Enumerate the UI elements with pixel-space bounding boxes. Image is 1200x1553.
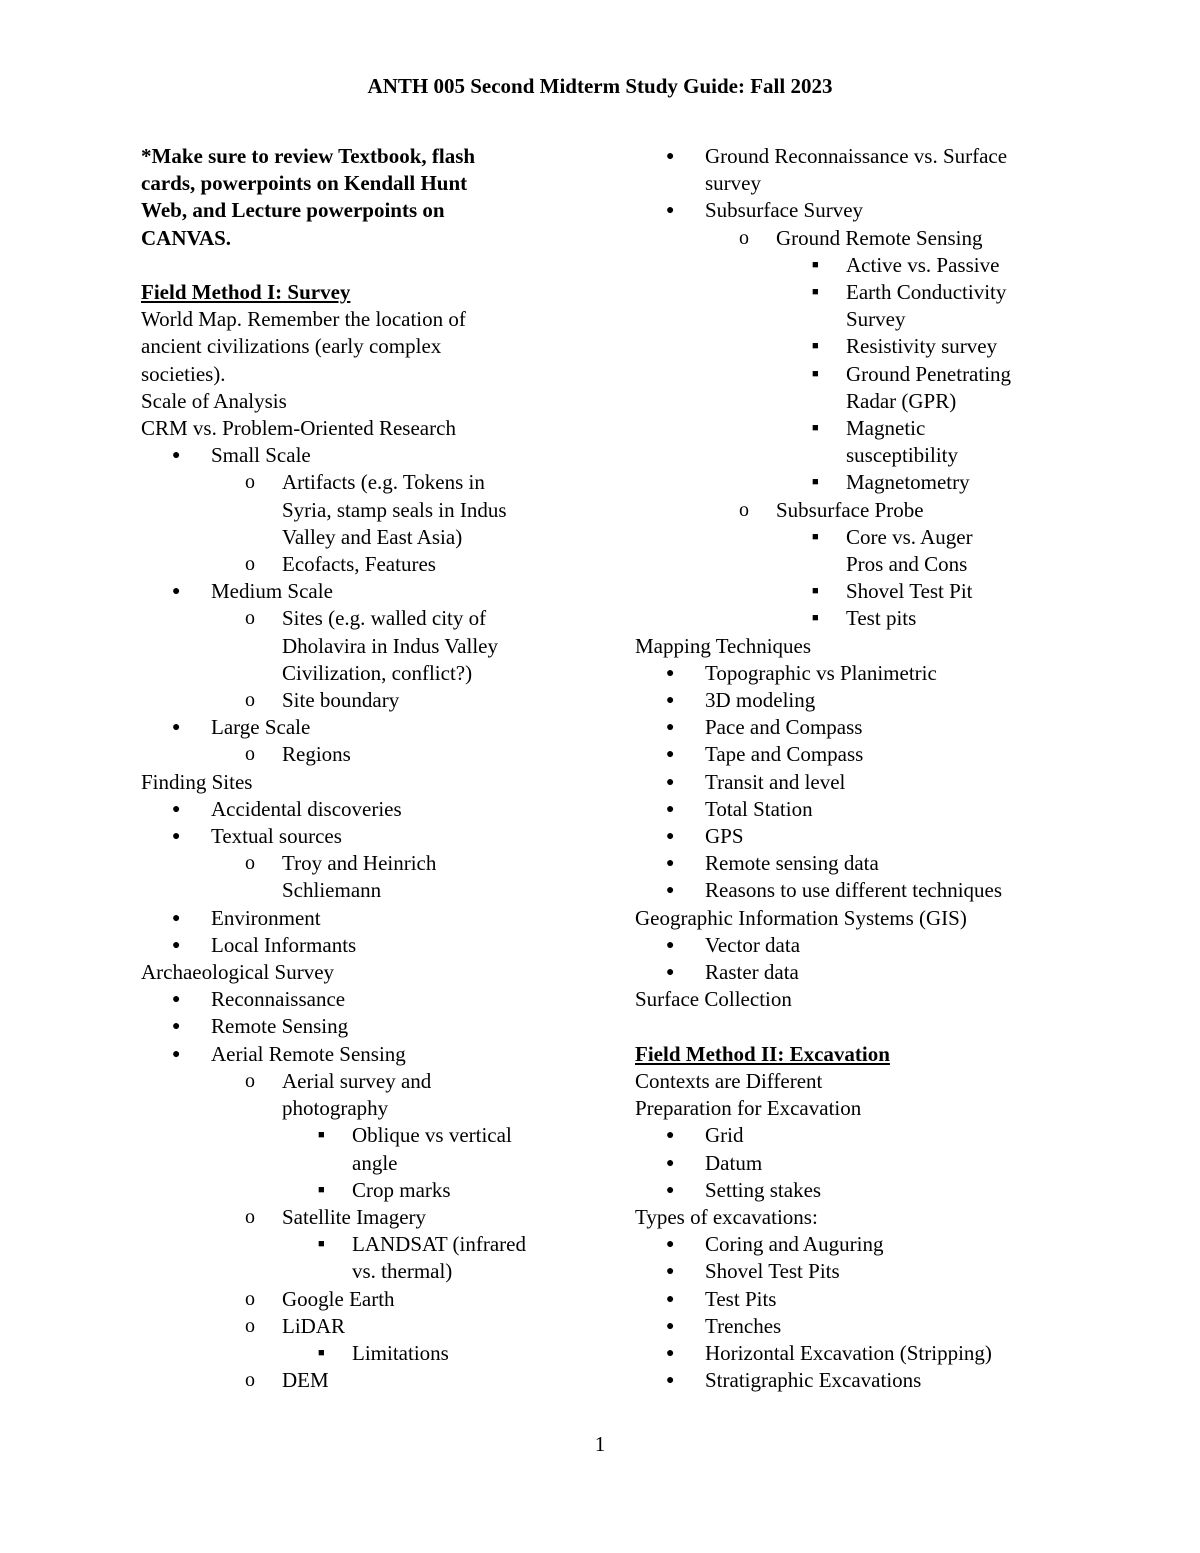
- bullet-dot-icon: ●: [666, 937, 675, 953]
- bullet-dot-icon: ●: [666, 149, 675, 164]
- text-line: societies).: [141, 361, 226, 386]
- list-item: ● 3D modeling: [635, 687, 1105, 714]
- bullet-dot-icon: ●: [172, 992, 181, 1008]
- bullet-dot-icon: ●: [172, 448, 181, 464]
- bullet-circle-icon: o: [739, 226, 749, 249]
- list-item: ● Aerial Remote Sensing: [141, 1041, 581, 1068]
- list-item: ■ Active vs. Passive: [635, 252, 1105, 279]
- bullet-dot-icon: ●: [666, 883, 675, 899]
- list-item: ● Tape and Compass: [635, 741, 1105, 768]
- bullet-square-icon: ■: [812, 612, 819, 625]
- list-item-continuation: Valley and East Asia): [282, 524, 463, 549]
- list-item: ■ Test pits: [635, 605, 1105, 632]
- bullet-square-icon: ■: [318, 1183, 325, 1196]
- bullet-dot-icon: ●: [666, 801, 675, 817]
- list-item: ● Horizontal Excavation (Stripping): [635, 1340, 1105, 1367]
- topic-heading: Scale of Analysis: [141, 388, 287, 413]
- bullet-dot-icon: ●: [666, 829, 675, 845]
- topic-heading: Archaeological Survey: [141, 960, 335, 985]
- list-item-continuation: angle: [352, 1150, 398, 1175]
- list-item: ● Remote Sensing: [141, 1013, 581, 1040]
- list-item: o Google Earth: [141, 1286, 581, 1313]
- list-item: ● Small Scale: [141, 442, 581, 469]
- list-item: o Subsurface Probe: [635, 497, 1105, 524]
- bullet-square-icon: ■: [812, 286, 819, 299]
- list-item: ■ Core vs. Auger: [635, 524, 1105, 551]
- list-item: ● Datum: [635, 1150, 1105, 1177]
- bullet-circle-icon: o: [245, 1369, 255, 1392]
- list-item: o Troy and Heinrich: [141, 850, 581, 877]
- bullet-circle-icon: o: [245, 1069, 255, 1092]
- bullet-circle-icon: o: [245, 852, 255, 875]
- list-item: ■ Crop marks: [141, 1177, 581, 1204]
- bullet-dot-icon: ●: [666, 203, 675, 219]
- topic-heading: Mapping Techniques: [635, 633, 812, 658]
- bullet-dot-icon: ●: [666, 1291, 675, 1307]
- bullet-circle-icon: o: [245, 1287, 255, 1310]
- list-item: o Sites (e.g. walled city of: [141, 605, 581, 632]
- list-item: ● Medium Scale: [141, 578, 581, 605]
- list-item-continuation: susceptibility: [846, 443, 958, 468]
- bullet-dot-icon: ●: [666, 747, 675, 763]
- section-heading-survey: Field Method I: Survey: [141, 280, 351, 304]
- list-item-continuation: Radar (GPR): [846, 388, 957, 413]
- bullet-circle-icon: o: [245, 1205, 255, 1228]
- list-item: ● Stratigraphic Excavations: [635, 1367, 1105, 1394]
- topic-heading: Contexts are Different: [635, 1068, 823, 1093]
- list-item: ■ Limitations: [141, 1340, 581, 1367]
- list-item: ■ LANDSAT (infrared: [141, 1231, 581, 1258]
- list-item: ● Accidental discoveries: [141, 796, 581, 823]
- list-item: o Ground Remote Sensing: [635, 225, 1105, 252]
- spacer: [141, 252, 581, 279]
- text-line: World Map. Remember the location of: [141, 307, 466, 332]
- text-line: ancient civilizations (early complex: [141, 334, 442, 359]
- list-item: o Ecofacts, Features: [141, 551, 581, 578]
- bullet-circle-icon: o: [245, 471, 255, 494]
- list-item: ● Test Pits: [635, 1286, 1105, 1313]
- list-item: o Aerial survey and: [141, 1068, 581, 1095]
- bullet-square-icon: ■: [318, 1238, 325, 1251]
- list-item: ● Local Informants: [141, 932, 581, 959]
- bullet-square-icon: ■: [812, 422, 819, 435]
- list-item-continuation: Syria, stamp seals in Indus: [282, 497, 507, 522]
- bullet-dot-icon: ●: [172, 937, 181, 953]
- bullet-dot-icon: ●: [666, 1237, 675, 1253]
- bullet-dot-icon: ●: [666, 1155, 675, 1171]
- list-item: ■ Shovel Test Pit: [635, 578, 1105, 605]
- list-item: ● Textual sources: [141, 823, 581, 850]
- list-item-continuation: Pros and Cons: [846, 552, 968, 577]
- list-item-continuation: Schliemann: [282, 878, 382, 903]
- list-item: ■ Ground Penetrating: [635, 361, 1105, 388]
- bullet-dot-icon: ●: [666, 1128, 675, 1144]
- list-item: ● Total Station: [635, 796, 1105, 823]
- bullet-dot-icon: ●: [666, 1182, 675, 1198]
- bullet-dot-icon: ●: [666, 965, 675, 981]
- review-note-line: cards, powerpoints on Kendall Hunt: [141, 171, 468, 196]
- list-item-continuation: survey: [705, 171, 761, 196]
- bullet-dot-icon: ●: [666, 856, 675, 872]
- list-item: ● GPS: [635, 823, 1105, 850]
- bullet-dot-icon: ●: [666, 1264, 675, 1280]
- bullet-dot-icon: ●: [172, 829, 181, 845]
- topic-heading: Geographic Information Systems (GIS): [635, 905, 967, 930]
- page-title: ANTH 005 Second Midterm Study Guide: Fall 2023: [367, 74, 833, 98]
- bullet-square-icon: ■: [812, 367, 819, 380]
- spacer: [635, 1014, 1105, 1041]
- bullet-circle-icon: o: [245, 1314, 255, 1337]
- bullet-square-icon: ■: [812, 530, 819, 543]
- list-item: ■ Oblique vs vertical: [141, 1122, 581, 1149]
- bullet-dot-icon: ●: [172, 801, 181, 817]
- review-note-line: Web, and Lecture powerpoints on: [141, 198, 445, 223]
- list-item-continuation: vs. thermal): [352, 1259, 453, 1284]
- right-column: [635, 143, 1105, 1394]
- bullet-square-icon: ■: [318, 1129, 325, 1142]
- list-item: o Regions: [141, 741, 581, 768]
- list-item: ● Grid: [635, 1122, 1105, 1149]
- list-item: ● Ground Reconnaissance vs. Surface: [635, 143, 1105, 170]
- bullet-circle-icon: o: [245, 607, 255, 630]
- bullet-circle-icon: o: [245, 689, 255, 712]
- bullet-dot-icon: ●: [172, 584, 181, 600]
- list-item: ● Setting stakes: [635, 1177, 1105, 1204]
- list-item: ● Vector data: [635, 932, 1105, 959]
- bullet-dot-icon: ●: [172, 1019, 181, 1035]
- list-item: ■ Magnetometry: [635, 469, 1105, 496]
- list-item: ● Trenches: [635, 1313, 1105, 1340]
- bullet-dot-icon: ●: [172, 720, 181, 736]
- review-note-line: CANVAS.: [141, 225, 232, 250]
- list-item: ■ Resistivity survey: [635, 333, 1105, 360]
- list-item: ● Remote sensing data: [635, 850, 1105, 877]
- section-heading-excavation: Field Method II: Excavation: [635, 1041, 890, 1066]
- list-item: ● Transit and level: [635, 769, 1105, 796]
- list-item-continuation: Civilization, conflict?): [282, 660, 473, 685]
- bullet-dot-icon: ●: [666, 665, 675, 681]
- bullet-circle-icon: o: [739, 498, 749, 521]
- left-column: [141, 143, 581, 1394]
- list-item: ■ Magnetic: [635, 415, 1105, 442]
- bullet-square-icon: ■: [812, 258, 819, 271]
- list-item: ● Reconnaissance: [141, 986, 581, 1013]
- topic-heading: Finding Sites: [141, 769, 253, 794]
- list-item: ■ Earth Conductivity: [635, 279, 1105, 306]
- bullet-circle-icon: o: [245, 553, 255, 576]
- list-item: o LiDAR: [141, 1313, 581, 1340]
- list-item-continuation: Survey: [846, 307, 906, 332]
- list-item: ● Subsurface Survey: [635, 197, 1105, 224]
- list-item: o Artifacts (e.g. Tokens in: [141, 469, 581, 496]
- bullet-dot-icon: ●: [666, 774, 675, 790]
- bullet-dot-icon: ●: [666, 720, 675, 736]
- list-item: ● Raster data: [635, 959, 1105, 986]
- list-item-continuation: Dholavira in Indus Valley: [282, 633, 498, 658]
- list-item: o Site boundary: [141, 687, 581, 714]
- topic-heading: Preparation for Excavation: [635, 1096, 862, 1121]
- bullet-square-icon: ■: [318, 1346, 325, 1359]
- bullet-square-icon: ■: [812, 585, 819, 598]
- topic-heading: Types of excavations:: [635, 1204, 818, 1229]
- list-item: ● Reasons to use different techniques: [635, 877, 1105, 904]
- bullet-dot-icon: ●: [666, 693, 675, 709]
- bullet-square-icon: ■: [812, 340, 819, 353]
- bullet-dot-icon: ●: [172, 910, 181, 926]
- bullet-circle-icon: o: [245, 743, 255, 766]
- bullet-dot-icon: ●: [666, 1318, 675, 1334]
- list-item: ● Topographic vs Planimetric: [635, 660, 1105, 687]
- bullet-square-icon: ■: [812, 476, 819, 489]
- list-item: ● Pace and Compass: [635, 714, 1105, 741]
- page-number: 1: [594, 1432, 606, 1456]
- list-item: o Satellite Imagery: [141, 1204, 581, 1231]
- list-item: ● Environment: [141, 905, 581, 932]
- list-item-continuation: photography: [282, 1096, 389, 1121]
- bullet-dot-icon: ●: [172, 1046, 181, 1062]
- list-item: ● Large Scale: [141, 714, 581, 741]
- list-item: ● Coring and Auguring: [635, 1231, 1105, 1258]
- topic-heading: Surface Collection: [635, 987, 792, 1012]
- bullet-dot-icon: ●: [666, 1373, 675, 1389]
- review-note-line: *Make sure to review Textbook, flash: [141, 144, 476, 168]
- bullet-dot-icon: ●: [666, 1345, 675, 1361]
- list-item: ● Shovel Test Pits: [635, 1258, 1105, 1285]
- list-item: o DEM: [141, 1367, 581, 1394]
- topic-heading: CRM vs. Problem-Oriented Research: [141, 416, 456, 441]
